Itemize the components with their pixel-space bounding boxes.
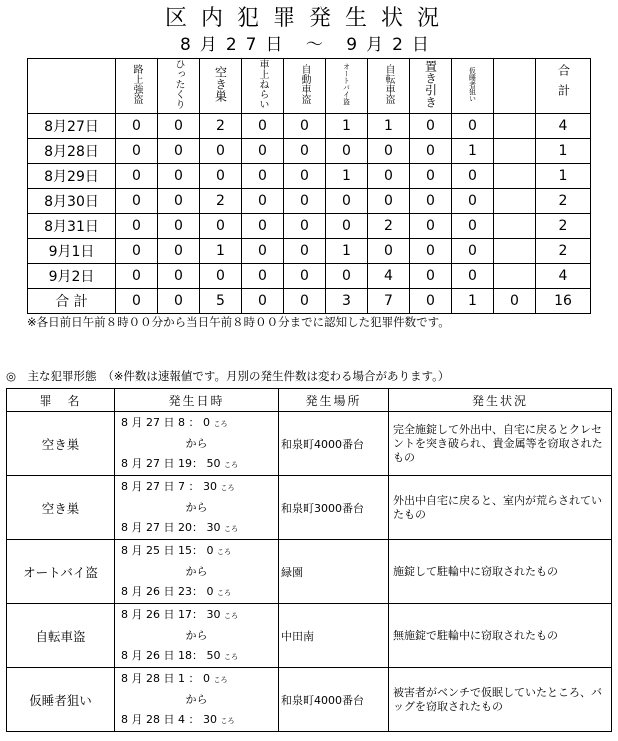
column-header: 罪 名 bbox=[7, 389, 115, 412]
count-cell: 0 bbox=[116, 139, 158, 164]
datetime-to-text: 8 月 28 日 4 ： 30 bbox=[121, 712, 217, 726]
datetime-from bbox=[115, 413, 278, 434]
occurrence-place: 和泉町4000番台 bbox=[279, 668, 389, 732]
crime-name: 空き巣 bbox=[7, 476, 115, 540]
time-suffix: ころ bbox=[213, 675, 228, 684]
occurrence-place: 中田南 bbox=[279, 604, 389, 668]
count-cell: 0 bbox=[242, 189, 284, 214]
table-row bbox=[7, 540, 612, 604]
cases-header-row bbox=[7, 389, 612, 412]
count-cell: 5 bbox=[200, 289, 242, 314]
datetime-joiner bbox=[115, 434, 278, 454]
time-suffix: ころ bbox=[223, 652, 238, 661]
datetime-joiner bbox=[115, 562, 278, 582]
occurrence-situation: 被害者がベンチで仮眠していたところ、バッグを窃取されたもの bbox=[389, 668, 612, 732]
section-title: ◎ 主な犯罪形態 （※件数は速報値です。月別の発生件数は変わる場合があります。） bbox=[6, 369, 450, 383]
time-suffix: ころ bbox=[216, 547, 231, 556]
crime-name: 仮睡者狙い bbox=[7, 668, 115, 732]
count-cell: 1 bbox=[368, 114, 410, 139]
table-row bbox=[28, 264, 591, 289]
count-cell: 0 bbox=[242, 164, 284, 189]
crime-name: オートバイ盗 bbox=[7, 540, 115, 604]
count-cell: 0 bbox=[284, 289, 326, 314]
datetime-to bbox=[115, 582, 278, 603]
count-cell: 0 bbox=[158, 164, 200, 189]
time-suffix: ころ bbox=[223, 524, 238, 533]
count-cell: 0 bbox=[158, 239, 200, 264]
count-cell: 0 bbox=[242, 114, 284, 139]
count-cell: 0 bbox=[116, 114, 158, 139]
table-row bbox=[7, 412, 612, 476]
count-cell: 0 bbox=[410, 114, 452, 139]
datetime-from bbox=[115, 605, 278, 626]
count-cell: 4 bbox=[536, 114, 591, 139]
column-header: 路上強盗 bbox=[131, 64, 142, 104]
count-cell: 0 bbox=[242, 264, 284, 289]
time-suffix: ころ bbox=[220, 483, 235, 492]
datetime-from-text: 8 月 28 日 1 ： 0 bbox=[121, 671, 210, 685]
crime-name: 自転車盗 bbox=[7, 604, 115, 668]
occurrence-datetime bbox=[115, 412, 279, 476]
table-row bbox=[28, 189, 591, 214]
count-cell: 1 bbox=[452, 289, 494, 314]
count-cell: 0 bbox=[284, 214, 326, 239]
time-suffix: ころ bbox=[216, 588, 231, 597]
datetime-joiner-text: から bbox=[185, 564, 208, 578]
count-cell bbox=[494, 114, 536, 139]
table-row bbox=[28, 214, 591, 239]
count-cell: 0 bbox=[116, 214, 158, 239]
datetime-to bbox=[115, 518, 278, 539]
count-cell: 0 bbox=[326, 214, 368, 239]
datetime-joiner-text: から bbox=[185, 692, 208, 706]
datetime-from-text: 8 月 27 日 7 ： 30 bbox=[121, 479, 217, 493]
count-cell: 0 bbox=[368, 189, 410, 214]
datetime-joiner bbox=[115, 626, 278, 646]
count-cell: 1 bbox=[200, 239, 242, 264]
occurrence-situation: 施錠して駐輪中に窃取されたもの bbox=[389, 540, 612, 604]
count-cell: 0 bbox=[242, 214, 284, 239]
count-cell: 0 bbox=[242, 139, 284, 164]
datetime-to bbox=[115, 646, 278, 667]
table-row bbox=[7, 604, 612, 668]
datetime-to-text: 8 月 27 日 19： 50 bbox=[121, 456, 221, 470]
count-cell: 1 bbox=[326, 114, 368, 139]
row-label: 合 計 bbox=[28, 289, 116, 314]
datetime-to-text: 8 月 27 日 20： 30 bbox=[121, 520, 221, 534]
datetime-from bbox=[115, 477, 278, 498]
count-cell: 0 bbox=[284, 139, 326, 164]
occurrence-datetime bbox=[115, 540, 279, 604]
count-cell: 0 bbox=[200, 164, 242, 189]
count-cell: 0 bbox=[116, 239, 158, 264]
time-suffix: ころ bbox=[220, 716, 235, 725]
occurrence-situation: 無施錠で駐輪中に窃取されたもの bbox=[389, 604, 612, 668]
count-cell: 0 bbox=[284, 164, 326, 189]
table-row bbox=[7, 476, 612, 540]
datetime-joiner-text: から bbox=[185, 436, 208, 450]
crime-stats-table bbox=[27, 58, 591, 314]
table-row bbox=[28, 239, 591, 264]
count-cell: 0 bbox=[242, 289, 284, 314]
count-cell: 0 bbox=[284, 189, 326, 214]
count-cell: 7 bbox=[368, 289, 410, 314]
occurrence-datetime bbox=[115, 476, 279, 540]
column-header: ひったくり bbox=[173, 59, 184, 109]
report-period: 8月27日 ～ 9月2日 bbox=[180, 35, 438, 55]
datetime-to-text: 8 月 26 日 18： 50 bbox=[121, 648, 221, 662]
datetime-from bbox=[115, 541, 278, 562]
column-header: 置き引き bbox=[423, 60, 438, 108]
occurrence-datetime bbox=[115, 604, 279, 668]
count-cell: 0 bbox=[116, 289, 158, 314]
datetime-joiner-text: から bbox=[185, 628, 208, 642]
datetime-to bbox=[115, 454, 278, 475]
count-cell: 0 bbox=[200, 139, 242, 164]
datetime-from-text: 8 月 26 日 17： 30 bbox=[121, 607, 221, 621]
row-label: 8月27日 bbox=[28, 114, 116, 139]
datetime-to-text: 8 月 26 日 23： 0 bbox=[121, 584, 214, 598]
crime-cases-table bbox=[6, 388, 612, 732]
time-suffix: ころ bbox=[213, 419, 228, 428]
count-cell: 4 bbox=[536, 264, 591, 289]
count-cell: 2 bbox=[536, 214, 591, 239]
datetime-from-text: 8 月 27 日 8 ： 0 bbox=[121, 415, 210, 429]
column-header: 自動車盗 bbox=[299, 64, 310, 104]
count-cell: 1 bbox=[536, 164, 591, 189]
count-cell: 0 bbox=[158, 289, 200, 314]
column-header: 空き巣 bbox=[213, 66, 228, 102]
occurrence-place: 和泉町3000番台 bbox=[279, 476, 389, 540]
count-cell: 0 bbox=[410, 289, 452, 314]
count-cell: 0 bbox=[494, 289, 536, 314]
column-header: オートバイ盗 bbox=[342, 63, 351, 105]
count-cell: 0 bbox=[410, 139, 452, 164]
count-cell: 0 bbox=[158, 264, 200, 289]
table-row bbox=[7, 668, 612, 732]
column-header: 合計 bbox=[556, 64, 571, 104]
count-cell: 0 bbox=[368, 164, 410, 189]
count-cell bbox=[494, 139, 536, 164]
count-cell bbox=[494, 164, 536, 189]
count-cell: 1 bbox=[326, 239, 368, 264]
datetime-joiner bbox=[115, 498, 278, 518]
table-row bbox=[28, 164, 591, 189]
count-cell: 0 bbox=[242, 239, 284, 264]
count-cell: 0 bbox=[452, 114, 494, 139]
count-cell: 0 bbox=[452, 214, 494, 239]
time-suffix: ころ bbox=[223, 460, 238, 469]
count-cell: 0 bbox=[452, 164, 494, 189]
table-row bbox=[28, 289, 591, 314]
row-label: 8月31日 bbox=[28, 214, 116, 239]
occurrence-place: 和泉町4000番台 bbox=[279, 412, 389, 476]
count-cell: 0 bbox=[452, 239, 494, 264]
count-cell: 3 bbox=[326, 289, 368, 314]
count-cell: 0 bbox=[158, 214, 200, 239]
count-cell: 0 bbox=[368, 239, 410, 264]
occurrence-situation: 完全施錠して外出中、自宅に戻るとクレセントを突き破られ、貴金属等を窃取されたもの bbox=[389, 412, 612, 476]
column-header: 発生状況 bbox=[389, 389, 612, 412]
column-header: 仮睡者狙い bbox=[468, 66, 477, 102]
count-cell: 0 bbox=[326, 189, 368, 214]
count-cell: 0 bbox=[284, 264, 326, 289]
datetime-from-text: 8 月 25 日 15： 0 bbox=[121, 543, 214, 557]
page-title: 区内犯罪発生状況 bbox=[164, 6, 453, 31]
count-cell: 16 bbox=[536, 289, 591, 314]
count-cell: 0 bbox=[200, 214, 242, 239]
time-suffix: ころ bbox=[223, 611, 238, 620]
row-label: 8月28日 bbox=[28, 139, 116, 164]
count-cell: 4 bbox=[368, 264, 410, 289]
datetime-from bbox=[115, 669, 278, 690]
row-label: 9月2日 bbox=[28, 264, 116, 289]
count-cell: 0 bbox=[200, 264, 242, 289]
count-cell: 0 bbox=[326, 264, 368, 289]
count-cell: 0 bbox=[410, 239, 452, 264]
column-header: 自転車盗 bbox=[383, 64, 394, 104]
count-cell: 0 bbox=[158, 139, 200, 164]
count-cell: 2 bbox=[200, 114, 242, 139]
count-cell: 0 bbox=[284, 114, 326, 139]
stats-header-row bbox=[28, 59, 591, 114]
stats-note: ※各日前日午前８時００分から当日午前８時００分までに認知した犯罪件数です。 bbox=[27, 315, 450, 329]
count-cell: 0 bbox=[158, 114, 200, 139]
count-cell: 0 bbox=[410, 264, 452, 289]
count-cell: 0 bbox=[116, 164, 158, 189]
count-cell: 0 bbox=[116, 264, 158, 289]
count-cell: 2 bbox=[536, 189, 591, 214]
count-cell: 0 bbox=[158, 189, 200, 214]
count-cell: 0 bbox=[116, 189, 158, 214]
count-cell bbox=[494, 214, 536, 239]
count-cell bbox=[494, 189, 536, 214]
count-cell: 0 bbox=[452, 264, 494, 289]
datetime-joiner bbox=[115, 690, 278, 710]
count-cell: 1 bbox=[326, 164, 368, 189]
column-header: 車上ねらい bbox=[257, 59, 268, 109]
occurrence-situation: 外出中自宅に戻ると、室内が荒らされていたもの bbox=[389, 476, 612, 540]
stats-corner-cell bbox=[28, 59, 116, 114]
count-cell: 0 bbox=[284, 239, 326, 264]
occurrence-place: 緑園 bbox=[279, 540, 389, 604]
count-cell: 2 bbox=[200, 189, 242, 214]
table-row bbox=[28, 139, 591, 164]
count-cell bbox=[494, 239, 536, 264]
count-cell: 1 bbox=[452, 139, 494, 164]
column-header: 発生場所 bbox=[279, 389, 389, 412]
row-label: 8月30日 bbox=[28, 189, 116, 214]
count-cell: 0 bbox=[410, 189, 452, 214]
count-cell: 0 bbox=[410, 214, 452, 239]
crime-name: 空き巣 bbox=[7, 412, 115, 476]
datetime-joiner-text: から bbox=[185, 500, 208, 514]
count-cell: 1 bbox=[536, 139, 591, 164]
column-header: 発生日時 bbox=[115, 389, 279, 412]
count-cell: 0 bbox=[368, 139, 410, 164]
count-cell: 0 bbox=[410, 164, 452, 189]
count-cell: 0 bbox=[326, 139, 368, 164]
count-cell: 2 bbox=[536, 239, 591, 264]
datetime-to bbox=[115, 710, 278, 731]
row-label: 9月1日 bbox=[28, 239, 116, 264]
count-cell bbox=[494, 264, 536, 289]
count-cell: 2 bbox=[368, 214, 410, 239]
row-label: 8月29日 bbox=[28, 164, 116, 189]
occurrence-datetime bbox=[115, 668, 279, 732]
table-row bbox=[28, 114, 591, 139]
count-cell: 0 bbox=[452, 189, 494, 214]
